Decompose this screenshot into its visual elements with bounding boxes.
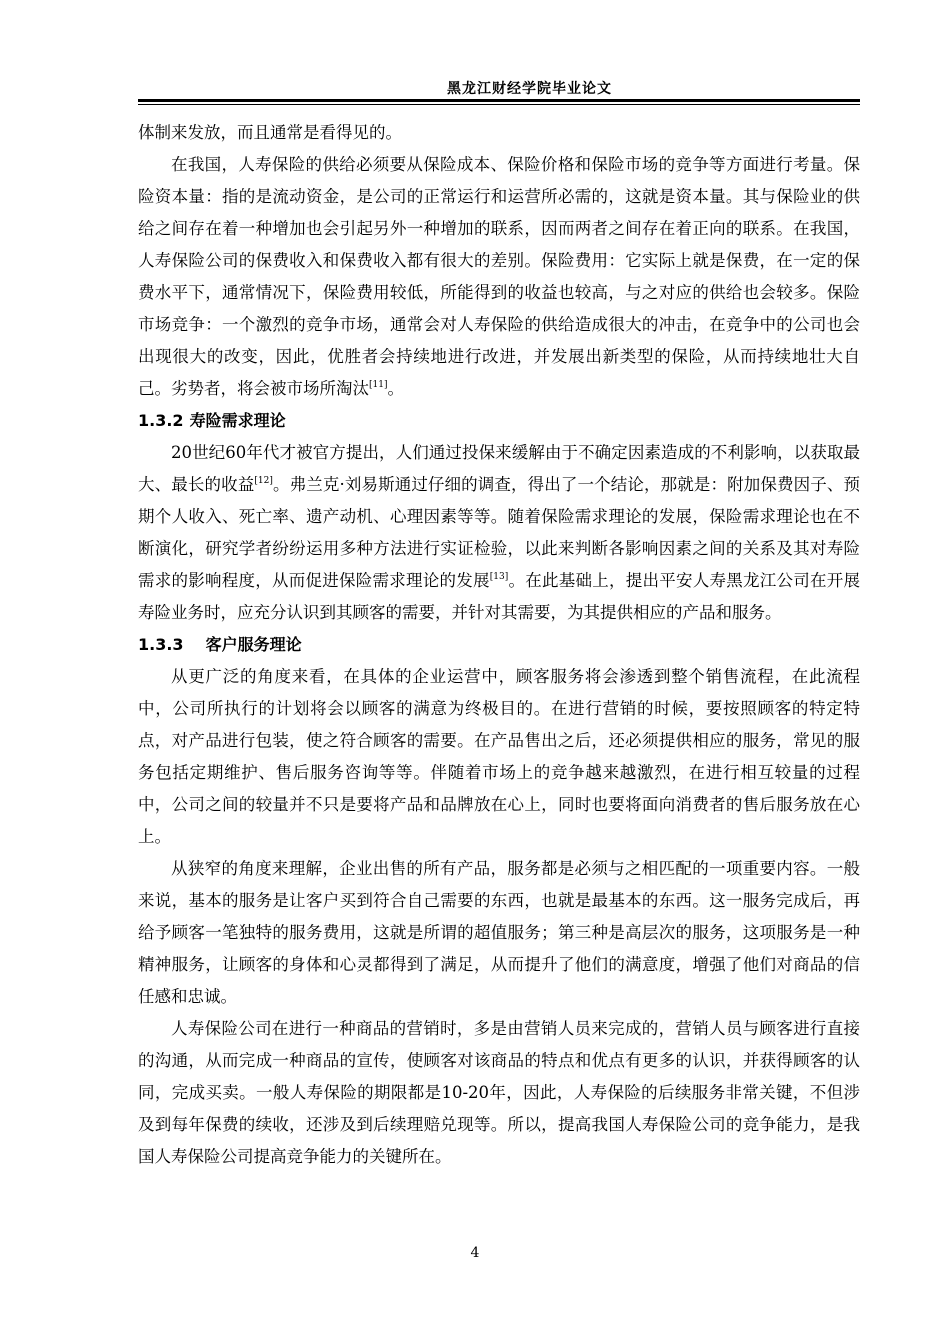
header-rule-thick [138,99,860,102]
paragraph-tail: 。 [387,379,404,398]
section-heading-1-3-3 [138,629,860,661]
paragraph-life-insurance-marketing [138,1013,860,1173]
paragraph-continuation [138,117,860,149]
page-number: 4 [470,1245,480,1261]
paragraph-service-narrow [138,853,860,1013]
section-number: 1.3.2 [138,411,184,430]
paragraph-text: 从狭窄的角度来理解，企业出售的所有产品，服务都是必须与之相匹配的一项重要内容。一般来说，基本的服务是让客户买到符合自己需要的东西，也就是最基本的东西。这一服务完成后，再给予顾客一笔独特的服务费用，这就是所谓的超值服务；第三种是高层次的服务，这项服务是一种精神服务，让顾客的身体和心灵都得到了满足，从而提升了他们的满意度，增强了他们对商品的信任感和忠诚。 [138,859,860,1006]
header-rule-thin [138,104,860,105]
header-title: 黑龙江财经学院毕业论文 [447,81,612,97]
paragraph-text: 人寿保险公司在进行一种商品的营销时，多是由营销人员来完成的，营销人员与顾客进行直接的沟通，从而完成一种商品的宣传，使顾客对该商品的特点和优点有更多的认识，并获得顾客的认同，完成买卖。一般人寿保险的期限都是10-20年，因此，人寿保险的后续服务非常关键，不但涉及到每年保费的续收，还涉及到后续理赔兑现等。所以，提高我国人寿保险公司的竞争能力，是我国人寿保险公司提高竞争能力的关键所在。 [138,1019,860,1166]
paragraph-text: 在我国，人寿保险的供给必须要从保险成本、保险价格和保险市场的竞争等方面进行考量。保险资本量：指的是流动资金，是公司的正常运行和运营所必需的，这就是资本量。其与保险业的供给之间存在着一种增加也会引起另外一种增加的联系，因而两者之间存在着正向的联系。在我国，人寿保险公司的保费收入和保费收入都有很大的差别。保险费用：它实际上就是保费，在一定的保费水平下，通常情况下，保险费用较低，所能得到的收益也较高，与之对应的供给也会较多。保险市场竞争：一个激烈的竞争市场，通常会对人寿保险的供给造成很大的冲击，在竞争中的公司也会出现很大的改变，因此，优胜者会持续地进行改进，并发展出新类型的保险，从而持续地壮大自己。劣势者，将会被市场所淘汰 [138,155,860,398]
paragraph-text: 从更广泛的角度来看，在具体的企业运营中，顾客服务将会渗透到整个销售流程，在此流程中，公司所执行的计划将会以顾客的满意为终极目的。在进行营销的时候，要按照顾客的特定特点，对产品进行包装，使之符合顾客的需要。在产品售出之后，还必须提供相应的服务，常见的服务包括定期维护、售后服务咨询等等。伴随着市场上的竞争越来越激烈，在进行相互较量的过程中，公司之间的较量并不只是要将产品和品牌放在心上，同时也要将面向消费者的售后服务放在心上。 [138,667,860,846]
body-text [138,117,860,1173]
citation-ref: [11] [369,380,388,390]
page-header [138,76,860,106]
paragraph-tail: 。在此基础上，提出平安人寿黑龙江公司在开展寿险业务时，应充分认识到其顾客的需要，并针对其需要，为其提供相应的产品和服务。 [138,571,861,622]
paragraph-service-broad [138,661,860,853]
citation-ref: [12] [254,476,273,486]
paragraph-supply-factors [138,149,860,405]
paragraph-text: 20世纪60年代才被官方提出，人们通过投保来缓解由于不确定因素造成的不利影响，以获取最大、最长的收益 [138,443,860,494]
citation-ref: [13] [489,572,509,582]
section-heading-1-3-2 [138,405,860,437]
paragraph-text: 体制来发放，而且通常是看得见的。 [138,123,402,142]
section-title: 寿险需求理论 [189,411,286,430]
paragraph-text-mid: 。弗兰克·刘易斯通过仔细的调查，得出了一个结论，那就是：附加保费因子、预期个人收入、死亡率、遗产动机、心理因素等等。随着保险需求理论的发展，保险需求理论也在不断演化，研究学者纷纷运用多种方法进行实证检验，以此来判断各影响因素之间的关系及其对寿险需求的影响程度，从而促进保险需求理论的发展 [138,475,860,590]
section-title: 客户服务理论 [205,635,302,654]
section-number: 1.3.3 [138,635,184,654]
paragraph-demand-theory [138,437,860,629]
